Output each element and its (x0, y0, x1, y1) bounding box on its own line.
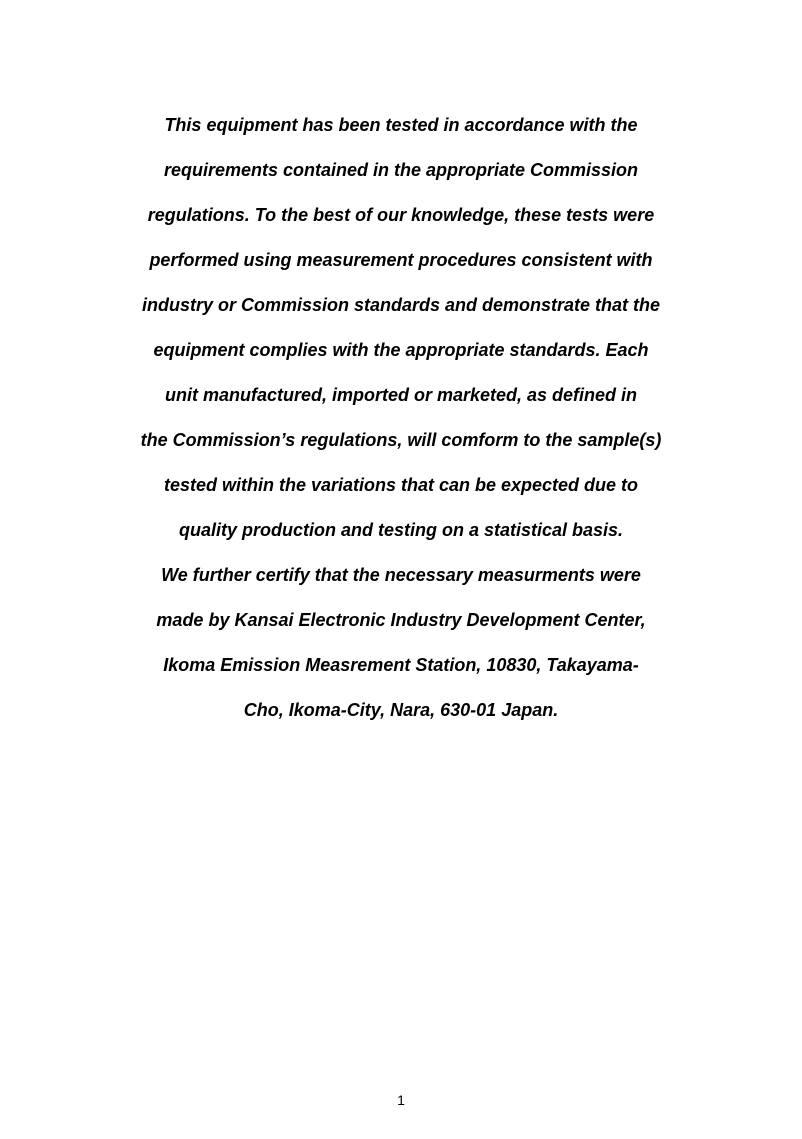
statement-line: made by Kansai Electronic Industry Development Center, (156, 610, 646, 630)
statement-line: quality production and testing on a statistical basis. (178, 520, 624, 540)
statement-line: requirements contained in the appropriate Commission (163, 160, 639, 180)
statement-line: performed using measurement procedures consistent with (149, 250, 653, 270)
statement-line: equipment complies with the appropriate standards. Each (153, 340, 649, 360)
statement-line: industry or Commission standards and demonstrate that the (141, 295, 661, 315)
statement-line: We further certify that the necessary measurments were (161, 565, 641, 585)
statement-line: This equipment has been tested in accordance with the (164, 115, 638, 135)
statement-line: the Commission’s regulations, will comform to the sample(s) (140, 430, 662, 450)
page-number: 1 (397, 1092, 405, 1108)
statement-line: Cho, Ikoma-City, Nara, 630-01 Japan. (243, 700, 559, 720)
statement-line: Ikoma Emission Measrement Station, 10830, Takayama- (163, 655, 639, 675)
certification-statement (0, 109, 802, 739)
statement-line: tested within the variations that can be expected due to (163, 475, 639, 495)
statement-line: unit manufactured, imported or marketed, as defined in (164, 385, 638, 405)
statement-line: regulations. To the best of our knowledge, these tests were (147, 205, 655, 225)
